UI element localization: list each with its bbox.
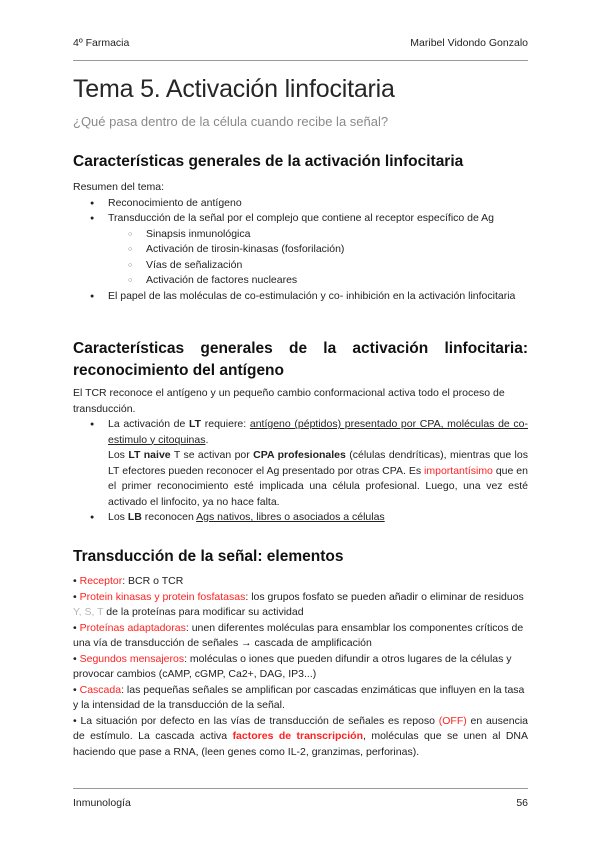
list-item-lb: ● Los LB reconocen Ags nativos, libres o asociados a células	[73, 510, 528, 526]
naive-paragraph: Los LT naive T se activan por CPA profesionales (células dendríticas), mientras que los LT efectores pueden reconocer el Ag presentado por otras CPA. Es importantísimo que en el primer reconocimiento esté implicada una célula profesional. Luego, una vez esté activado el linfocito, ya no hace falta.	[108, 449, 528, 508]
list-item-lt: ● La activación de LT requiere: antígeno (péptidos) presentado por CPA, moléculas de co-estimulo y citoquinas. Los LT naive T se activan por CPA profesionales (células dendríticas), mientras que los LT efectores pueden reconocer el Ag presentado por otras CPA. Es importantísimo que en el primer reconocimiento esté implicada una célula profesional. Luego, una vez esté activado el linfocito, ya no hace falta.	[73, 417, 528, 510]
sub-list-item: ○ Activación de factores nucleares	[73, 273, 528, 289]
list-item: ● El papel de las moléculas de co-estimulación y co- inhibición en la activación linfocitaria	[73, 289, 528, 305]
section2-body	[73, 386, 528, 526]
term-lt: LT	[189, 418, 202, 430]
sub-list-item: ○ Vías de señalización	[73, 258, 528, 274]
section2-heading: Características generales de la activación linfocitaria: reconocimiento del antígeno	[73, 340, 528, 379]
element-item-default-state: • La situación por defecto en las vías de transducción de señales es reposo (OFF) en ausencia de estímulo. La cascada activa factores de transcripción, moléculas que se unen al DNA haciendo que pase a RNA, (leen genes como IL-2, granzimas, perforinas).	[73, 714, 528, 758]
header-author: Maribel Vidondo Gonzalo	[410, 37, 528, 49]
section1-intro: Resumen del tema:	[73, 181, 165, 193]
list-item: ● Transducción de la señal por el complejo que contiene al receptor específico de Ag	[73, 211, 528, 227]
summary-list	[73, 196, 528, 305]
page-number: 56	[516, 797, 528, 809]
section1-body	[73, 180, 528, 304]
recognition-list	[73, 417, 528, 526]
element-item: • Receptor: BCR o TCR	[73, 575, 184, 587]
element-item: • Cascada: las pequeñas señales se amplifican por cascadas enzimáticas que influyen en la tasa y la intensidad de la transducción de la señal.	[73, 683, 525, 711]
element-item: • Proteínas adaptadoras: unen diferentes moléculas para ensamblar los componentes críticos de una vía de transducción de señales → cascada de amplificación	[73, 621, 524, 649]
section2-intro: El TCR reconoce el antígeno y un pequeño cambio conformacional activa todo el proceso de transducción.	[73, 387, 505, 415]
element-item: • Segundos mensajeros: moléculas o iones que pueden difundir a otros lugares de la células y provocar cambios (cAMP, cGMP, Ca2+, DAG, IP3...)	[73, 652, 512, 680]
section3-heading: Transducción de la señal: elementos	[73, 548, 344, 565]
section3-body	[73, 574, 528, 760]
sub-list-item: ○ Activación de tirosin-kinasas (fosforilación)	[73, 242, 528, 258]
underlined-requirements: antígeno (péptidos) presentado por CPA, moléculas de co-estimulo y citoquinas	[108, 418, 529, 446]
page-subtitle: ¿Qué pasa dentro de la célula cuando recibe la señal?	[73, 114, 389, 129]
list-item: ● Reconocimiento de antígeno	[73, 196, 528, 212]
element-item: • Protein kinasas y protein fosfatasas: los grupos fosfato se pueden añadir o eliminar de residuos Y, S, T de la proteínas para modificar su actividad	[73, 590, 524, 618]
header-divider	[73, 60, 528, 61]
sub-list-item: ○ Sinapsis inmunológica	[73, 227, 528, 243]
footer-subject: Inmunología	[73, 797, 131, 809]
section1-heading: Características generales de la activación linfocitaria	[73, 153, 464, 170]
footer-divider	[73, 788, 528, 789]
page-title: Tema 5. Activación linfocitaria	[73, 75, 395, 103]
header-course: 4º Farmacia	[73, 37, 130, 49]
highlight-red: importantísimo	[424, 464, 493, 477]
